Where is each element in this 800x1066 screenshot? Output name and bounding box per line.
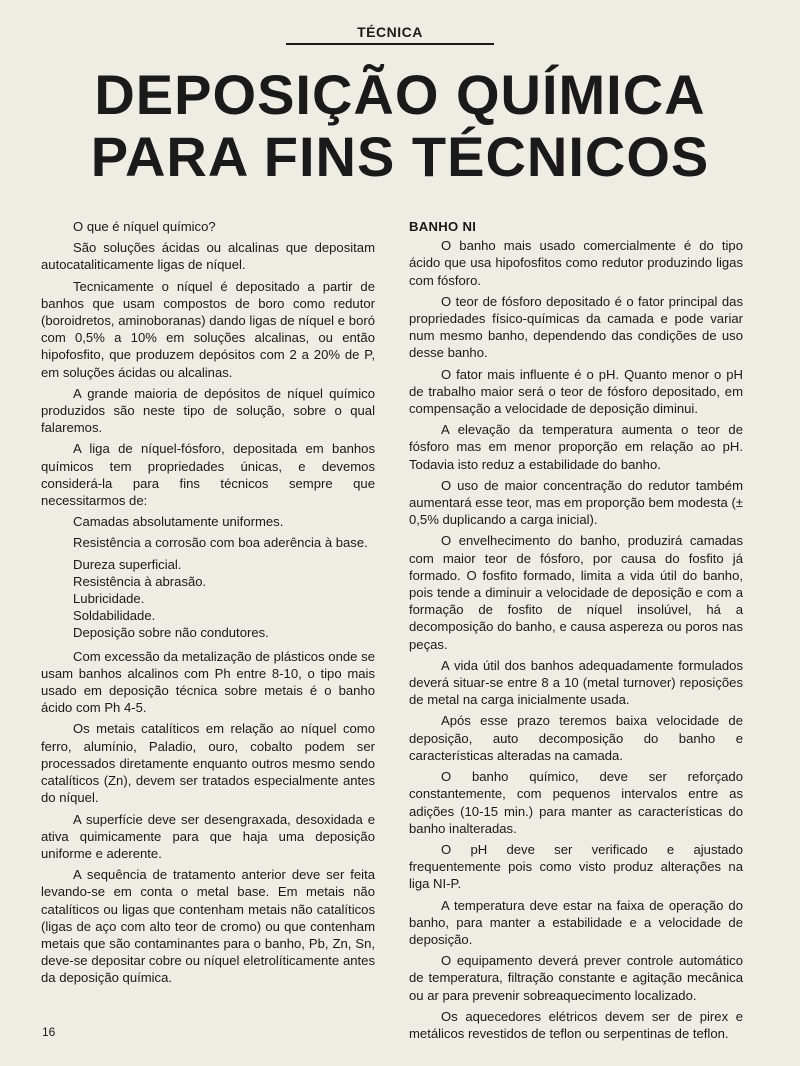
list-item: Dureza superficial. [73, 556, 182, 572]
paragraph: O fator mais influente é o pH. Quanto menor o pH de trabalho maior será o teor de fósforo depositado, em compensação a velocidade de deposição diminui. [409, 366, 743, 417]
paragraph: A liga de níquel-fósforo, depositada em banhos químicos tem propriedades únicas, e devemos considerá-la para fins técnicos sempre que necessitarmos de: [41, 441, 375, 509]
paragraph: O que é níquel químico? [73, 219, 216, 234]
paragraph: O banho mais usado comercialmente é do tipo ácido que usa hipofosfitos como redutor produzindo ligas com fósforo. [409, 238, 743, 288]
requirements-list [41, 556, 375, 642]
paragraph: A vida útil dos banhos adequadamente formulados deverá situar-se entre 8 a 10 (metal turnover) reposições de metal na carga inicialmente usada. [409, 657, 743, 708]
title-line-2: PARA FINS TÉCNICOS [90, 125, 710, 188]
section-heading: BANHO NI [409, 219, 477, 234]
paragraph: Com excessão da metalização de plásticos onde se usam banhos alcalinos com Ph entre 8-10, o tipo mais usado em deposição técnica sobre metais é o banho ácido com Ph 4-5. [41, 648, 375, 716]
paragraph: O teor de fósforo depositado é o fator principal das propriedades físico-químicas da camada e pode variar num mesmo banho, dependendo das condições de uso desse banho. [409, 293, 743, 361]
section-label: TÉCNICA [286, 24, 494, 45]
paragraph: A sequência de tratamento anterior deve ser feita levando-se em conta o metal base. Em metais não catalíticos ou ligas que contenham metais não catalíticos (ligas de aço com alto teor de cromo) ou que contenham metais que são contaminantes para o banho, Pb, Zn, Sn, deve-se depositar cobre ou níquel eletrolíticamente antes da deposição química. [41, 867, 375, 986]
list-item: Soldabilidade. [73, 608, 156, 624]
paragraph: O uso de maior concentração do redutor também aumentará esse teor, mas em proporção bem modesta (± 0,5% duplicando a carga inicial). [409, 477, 743, 528]
paragraph: A grande maioria de depósitos de níquel químico produzidos são neste tipo de solução, sobre o qual falaremos. [41, 385, 375, 436]
paragraph: São soluções ácidas ou alcalinas que depositam autocataliticamente ligas de níquel. [41, 240, 375, 273]
paragraph: O pH deve ser verificado e ajustado frequentemente pois como visto produz alterações na liga NI-P. [409, 841, 743, 892]
paragraph: Resistência a corrosão com boa aderência à base. [73, 535, 368, 551]
left-column [41, 218, 375, 991]
list-item: Deposição sobre não condutores. [73, 625, 269, 641]
paragraph: Camadas absolutamente uniformes. [73, 514, 284, 530]
right-column [409, 218, 743, 1046]
paragraph: A superfície deve ser desengraxada, desoxidada e ativa quimicamente para que haja uma deposição uniforme e aderente. [41, 811, 375, 861]
paragraph: Tecnicamente o níquel é depositado a partir de banhos que usam compostos de boro como redutor (boroidretos, aminoboranas) dando ligas de níquel e boró com 0,5% a 10% em soluções alcalinas, ou então hipofosfito, que produzem depósitos com 2 a 20% de P, em soluções ácidas ou alcalinas. [41, 278, 375, 380]
page-number: 16 [42, 1025, 56, 1039]
paragraph: O equipamento deverá prever controle automático de temperatura, filtração constante e agitação mecânica ou ar para prevenir sobreaquecimento localizado. [409, 953, 743, 1003]
paragraph: A temperatura deve estar na faixa de operação do banho, para manter a estabilidade e a velocidade de deposição. [409, 897, 743, 947]
list-item: Lubricidade. [73, 591, 145, 607]
paragraph: Os metais catalíticos em relação ao níquel como ferro, alumínio, Paladio, ouro, cobalto podem ser processados diretamente enquanto outros mesmo sendo catalíticos (Zn), devem ser tratados especialmente antes do níquel. [41, 721, 375, 806]
list-item: Resistência à abrasão. [73, 573, 207, 589]
paragraph: O banho químico, deve ser reforçado constantemente, com pequenos intervalos entre as adições (10-15 min.) para manter as características do banho inalteradas. [409, 769, 743, 836]
article-title [40, 64, 760, 188]
paragraph: O envelhecimento do banho, produzirá camadas com maior teor de fósforo, por causa do fosfito já formado. O fosfito formado, limita a vida útil do banho, pois tende a diminuir a velocidade de deposição e com a formação de fosfito de níquel insolúvel, há a decomposição do banho, e causa aspereza ou poros nas peças. [409, 533, 743, 652]
paragraph: Os aquecedores elétricos devem ser de pirex e metálicos revestidos de teflon ou serpentinas de teflon. [409, 1008, 743, 1041]
paragraph: Após esse prazo teremos baixa velocidade de deposição, auto decomposição do banho e características alteradas na camada. [409, 713, 743, 763]
paragraph: A elevação da temperatura aumenta o teor de fósforo mas em menor proporção em relação ao pH. Todavia isto reduz a estabilidade do banho. [409, 422, 743, 472]
title-line-1: DEPOSIÇÃO QUÍMICA [94, 63, 706, 126]
